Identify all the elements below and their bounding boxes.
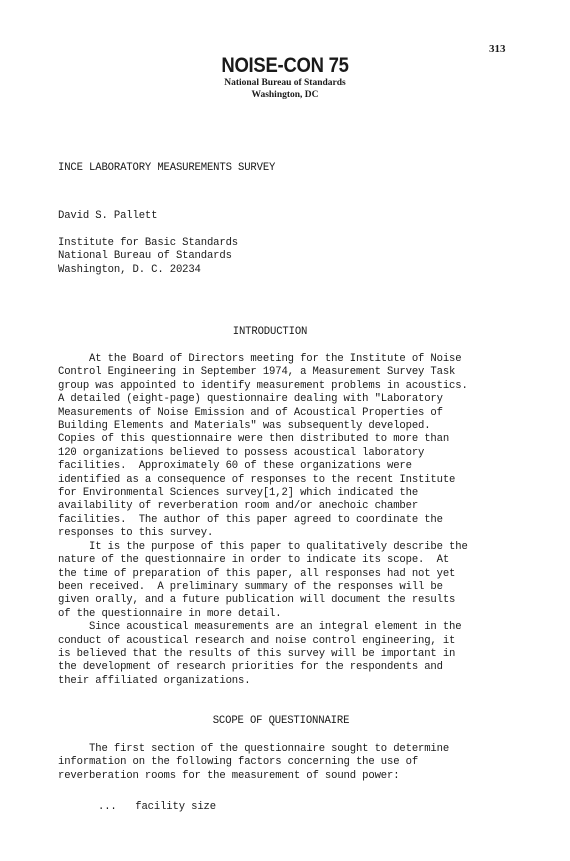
introduction-heading: INTRODUCTION [232,326,308,338]
text-line: It is the purpose of this paper to qualitatively describe the [58,540,468,553]
text-line: their affiliated organizations. [58,674,251,687]
text-line: At the Board of Directors meeting for the Institute of Noise [58,353,462,365]
scope-body [58,743,518,783]
introduction-body [58,353,518,688]
text-line: the development of research priorities for the respondents and [58,661,443,674]
text-line: The first section of the questionnaire sought to determine [58,743,450,755]
text-line: responses to this survey. [58,527,214,540]
text-line: Building Elements and Materials" was subsequently developed. [58,420,431,433]
affiliation-line: Washington, D. C. 20234 [58,263,201,276]
text-line: is believed that the results of this survey will be important in [58,647,456,660]
text-line: conduct of acoustical research and noise control engineering, it [58,634,456,647]
text-line: Copies of this questionnaire were then distributed to more than [58,433,450,446]
scope-heading: SCOPE OF QUESTIONNAIRE [212,715,350,727]
text-line: the time of preparation of this paper, all responses had not yet [58,567,456,580]
organization-name: National Bureau of Standards [224,78,346,88]
text-line: group was appointed to identify measurement problems in acoustics. [58,379,468,392]
affiliation-line: Institute for Basic Standards [58,237,239,249]
text-line: facilities. Approximately 60 of these organizations were [58,460,412,473]
text-line: Control Engineering in September 1974, a Measurement Survey Task [58,366,456,379]
organization-location: Washington, DC [251,90,319,100]
text-line: facilities. The author of this paper agreed to coordinate the [58,513,443,526]
text-line: reverberation rooms for the measurement of sound power: [58,769,400,782]
text-line: for Environmental Sciences survey[1,2] which indicated the [58,487,419,500]
list-item: ... facility size [98,801,216,813]
text-line: 120 organizations believed to possess acoustical laboratory [58,446,425,459]
affiliation-line: National Bureau of Standards [58,250,232,263]
text-line: been received. A preliminary summary of the responses will be [58,580,443,593]
text-line: Since acoustical measurements are an integral element in the [58,621,462,634]
text-line: identified as a consequence of responses to the recent Institute [58,473,456,486]
text-line: given orally, and a future publication will document the results [58,594,456,607]
conference-header [0,55,570,101]
text-line: availability of reverberation room and/or anechoic chamber [58,500,419,513]
text-line: Measurements of Noise Emission and of Acoustical Properties of [58,406,443,419]
conference-title: NOISE-CON 75 [221,54,349,77]
text-line: nature of the questionnaire in order to indicate its scope. At [58,554,450,567]
text-line: of the questionnaire in more detail. [58,607,282,620]
paper-title: INCE LABORATORY MEASUREMENTS SURVEY [58,162,276,174]
author-name: David S. Pallett [58,210,158,222]
text-line: A detailed (eight-page) questionnaire dealing with "Laboratory [58,393,443,406]
text-line: information on the following factors concerning the use of [58,756,419,769]
page-number: 313 [489,43,506,55]
author-affiliation [58,237,238,277]
